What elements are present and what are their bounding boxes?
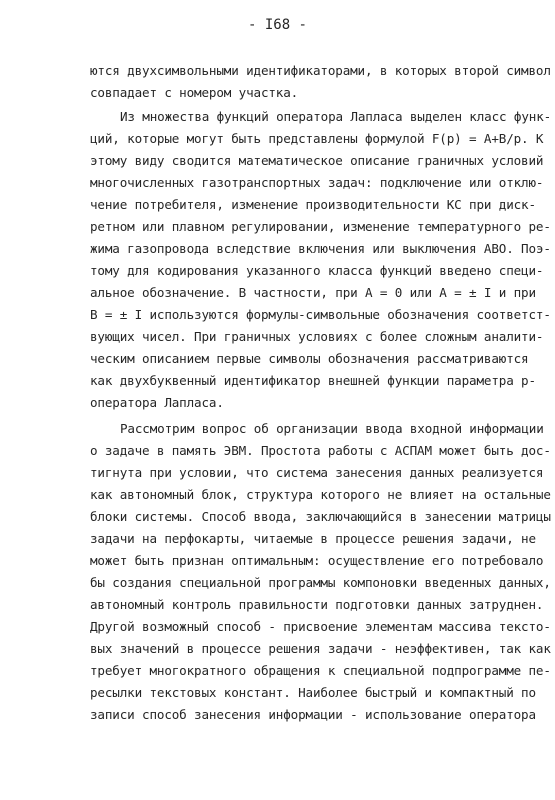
text-line: автономный контроль правильности подготовки данных затруднен. — [90, 597, 544, 612]
text-line: Рассмотрим вопрос об организации ввода входной информации — [120, 421, 544, 436]
text-line: задачи на перфокарты, читаемые в процессе решения задачи, не — [90, 531, 536, 546]
text-line: требует многократного обращения к специальной подпрограмме пе- — [90, 663, 551, 678]
text-line: многочисленных газотранспортных задач: подключение или отклю- — [90, 175, 544, 190]
text-line: ресылки текстовых констант. Наиболее быстрый и компактный по — [90, 685, 536, 700]
text-line: чение потребителя, изменение производительности КС при диск- — [90, 197, 536, 212]
text-line: тигнута при условии, что система занесения данных реализуется — [90, 465, 544, 480]
text-line: как двухбуквенный идентификатор внешней функции параметра p- — [90, 373, 536, 388]
text-line: оператора Лапласа. — [90, 395, 224, 410]
text-line: бы создания специальной программы компоновки введенных данных, — [90, 575, 551, 590]
text-line: ются двухсимвольными идентификаторами, в которых второй символ — [90, 63, 551, 78]
text-line: может быть признан оптимальным: осуществление его потребовало — [90, 553, 544, 568]
text-line: ческим описанием первые символы обозначения рассматриваются — [90, 351, 529, 366]
page-number: - I68 - — [247, 17, 307, 33]
text-line: записи способ занесения информации - использование оператора — [90, 707, 536, 722]
text-line: этому виду сводится математическое описание граничных условий — [90, 153, 544, 168]
text-line: блоки системы. Способ ввода, заключающийся в занесении матрицы — [90, 509, 551, 524]
text-line: вующих чисел. При граничных условиях с более сложным аналити- — [90, 329, 544, 344]
text-line: совпадает с номером участка. — [90, 85, 299, 100]
text-line: Другой возможный способ - присвоение элементам массива тексто- — [90, 619, 551, 634]
text-line: тому для кодирования указанного класса функций введено специ- — [90, 263, 544, 278]
text-line: как автономный блок, структура которого не влияет на остальные — [90, 487, 551, 502]
text-line: альное обозначение. В частности, при A = 0 или A = ± I и при — [90, 285, 536, 300]
text-line: B = ± I используются формулы-символьные обозначения соответст- — [90, 307, 551, 322]
text-line: ций, которые могут быть представлены формулой F(p) = A+B/p. К — [90, 131, 544, 146]
text-line: Из множества функций оператора Лапласа выделен класс функ- — [120, 109, 552, 124]
text-line: о задаче в память ЭВМ. Простота работы с АСПАМ может быть дос- — [90, 443, 551, 458]
text-line: ретном или плавном регулировании, изменение температурного ре- — [90, 219, 551, 234]
text-line: вых значений в процессе решения задачи - неэффективен, так как — [90, 641, 551, 656]
text-line: жима газопровода вследствие включения или выключения АВО. Поэ- — [90, 241, 551, 256]
